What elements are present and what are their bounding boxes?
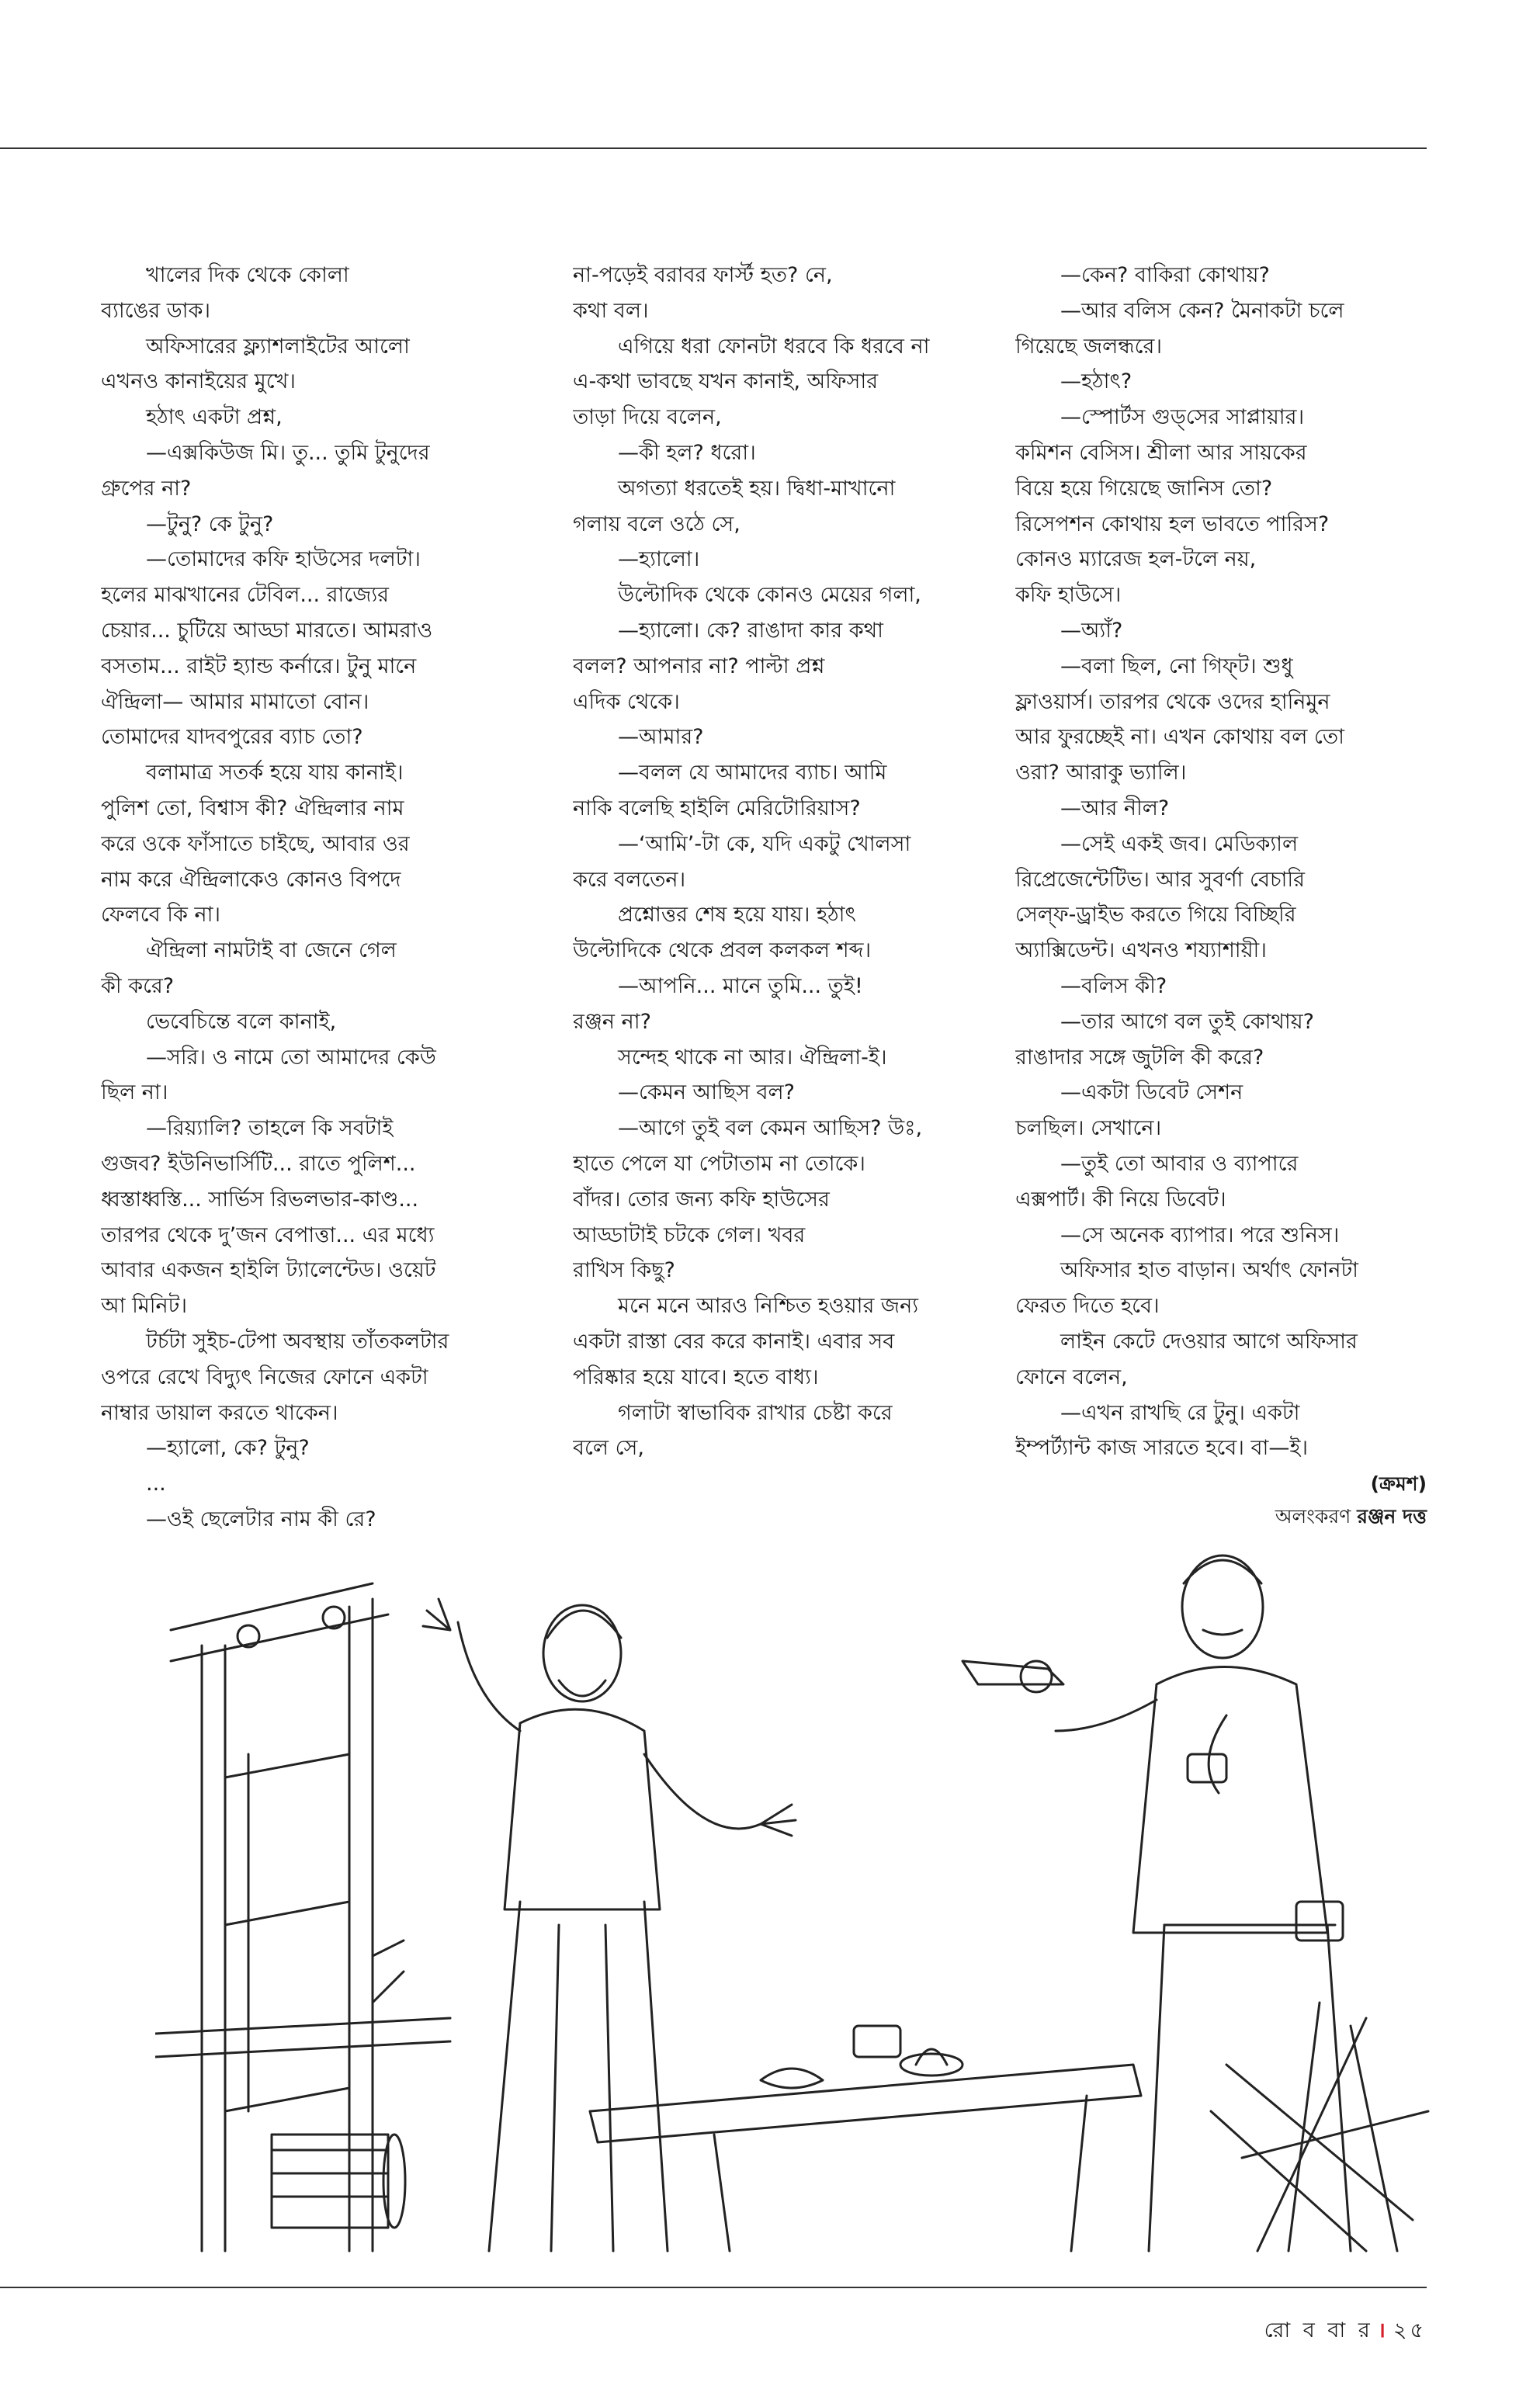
story-illustration	[155, 1521, 1436, 2266]
text-line: ভেবেচিন্তে বলে কানাই,	[146, 1009, 337, 1034]
text-line: গলাটা স্বাভাবিক রাখার চেষ্টা করে	[618, 1400, 893, 1425]
text-line: —হ্যালো। কে? রাঙাদা কার কথা	[618, 618, 883, 643]
text-line: গুজব? ইউনিভার্সিটি... রাতে পুলিশ...	[101, 1151, 416, 1176]
text-line: গলায় বলে ওঠে সে,	[573, 512, 741, 536]
text-line: করে ওকে ফাঁসাতে চাইছে, আবার ওর	[101, 831, 410, 856]
text-line: সন্দেহ থাকে না আর। ঐন্দ্রিলা-ই।	[618, 1045, 887, 1070]
text-line: তোমাদের যাদবপুরের ব্যাচ তো?	[101, 725, 363, 750]
page-footer	[1264, 2315, 1427, 2350]
text-line: কফি হাউসে।	[1015, 583, 1122, 608]
footer-separator: ।	[1377, 2318, 1389, 2343]
text-column-3	[1015, 258, 1419, 1466]
text-line: কী করে?	[101, 973, 175, 998]
text-line: —তোমাদের কফি হাউসের দলটা।	[146, 547, 421, 572]
text-line: ওপরে রেখে বিদ্যুৎ নিজের ফোনে একটা	[101, 1365, 428, 1389]
text-line: —রিয়্যালি? তাহলে কি সবটাই	[146, 1116, 394, 1141]
text-line: —আর নীল?	[1060, 796, 1170, 820]
credit-label: অলংকরণ	[1275, 1505, 1351, 1528]
text-line: —অ্যাঁ?	[1060, 618, 1123, 643]
text-line: রাঙাদার সঙ্গে জুটলি কী করে?	[1015, 1045, 1264, 1070]
text-line: বলে সে,	[573, 1436, 644, 1461]
text-line: ঐন্দ্রিলা নামটাই বা জেনে গেল	[146, 938, 397, 963]
text-line: আ মিনিট।	[101, 1294, 187, 1319]
continued-note: (ক্রমশ)	[1370, 1472, 1427, 1495]
text-line: কোনও ম্যারেজ হল-টলে নয়,	[1015, 547, 1257, 572]
text-line: গিয়েছে জলন্ধরে।	[1015, 334, 1162, 359]
page-number: ২৫	[1393, 2318, 1427, 2343]
text-line: চলছিল। সেখানে।	[1015, 1116, 1162, 1141]
text-line: আর ফুরচ্ছেই না। এখন কোথায় বল তো	[1015, 725, 1344, 750]
text-line: —আপনি... মানে তুমি... তুই!	[618, 973, 863, 998]
text-line: —সে অনেক ব্যাপার। পরে শুনিস।	[1060, 1223, 1340, 1247]
text-line: —স্পোর্টস গুড্‌সের সাপ্লায়ার।	[1060, 405, 1305, 430]
text-line: —কেন? বাকিরা কোথায়?	[1060, 263, 1270, 287]
text-line: এক্সপার্ট। কী নিয়ে ডিবেট।	[1015, 1187, 1226, 1212]
text-line: —সেই একই জব। মেডিক্যাল	[1060, 831, 1299, 856]
credit-artist: রঞ্জন দত্ত	[1357, 1505, 1427, 1528]
text-line: ছিল না।	[101, 1080, 168, 1105]
text-line: —এক্সকিউজ মি। তু... তুমি টুনুদের	[146, 440, 430, 465]
text-line: একটা রাস্তা বের করে কানাই। এবার সব	[573, 1329, 895, 1354]
text-line: —কেমন আছিস বল?	[618, 1080, 796, 1105]
text-line: এ-কথা ভাবছে যখন কানাই, অফিসার	[573, 369, 879, 394]
text-line: রিপ্রেজেন্টেটিভ। আর সুবর্ণা বেচারি	[1015, 867, 1305, 892]
text-line: বিয়ে হয়ে গিয়েছে জানিস তো?	[1015, 476, 1273, 501]
top-rule	[0, 147, 1427, 149]
text-line: —বলা ছিল, নো গিফ্‌ট। শুধু	[1060, 654, 1293, 678]
text-line: —টুনু? কে টুনু?	[146, 512, 274, 536]
text-line: বসতাম... রাইট হ্যান্ড কর্নারে। টুনু মানে	[101, 654, 417, 678]
man-figure-drawing	[423, 1599, 796, 2251]
handloom-drawing	[155, 1583, 450, 2251]
text-line: —‘আমি’-টা কে, যদি একটু খোলসা	[618, 831, 911, 856]
sticks-drawing	[1211, 2003, 1428, 2251]
text-line: তারপর থেকে দু’জন বেপাত্তা... এর মধ্যে	[101, 1223, 435, 1247]
text-line: —আগে তুই বল কেমন আছিস? উঃ,	[618, 1116, 923, 1141]
text-line: —একটা ডিবেট সেশন	[1060, 1080, 1243, 1105]
text-line: বাঁদর। তোর জন্য কফি হাউসের	[573, 1187, 830, 1212]
text-line: হলের মাঝখানের টেবিল... রাজ্যের	[101, 583, 390, 608]
text-line: সেল্‌ফ-ড্রাইভ করতে গিয়ে বিচ্ছিরি	[1015, 903, 1296, 928]
text-line: ইম্পর্ট্যান্ট কাজ সারতে হবে। বা—ই।	[1015, 1436, 1309, 1461]
text-line: অগত্যা ধরতেই হয়। দ্বিধা-মাখানো	[618, 476, 896, 501]
text-line: নাকি বলেছি হাইলি মেরিটোরিয়াস?	[573, 796, 861, 820]
text-line: ব্যাঙের ডাক।	[101, 298, 211, 323]
text-line: ফেলবে কি না।	[101, 903, 221, 928]
text-line: —হঠাৎ?	[1060, 369, 1132, 394]
text-line: —হ্যালো, কে? টুনু?	[146, 1436, 310, 1461]
text-line: ঐন্দ্রিলা— আমার মামাতো বোন।	[101, 689, 369, 714]
text-line: মনে মনে আরও নিশ্চিত হওয়ার জন্য	[618, 1294, 919, 1319]
text-line: রঞ্জন না?	[573, 1009, 651, 1034]
text-line: —বলিস কী?	[1060, 973, 1167, 998]
text-line: নাম করে ঐন্দ্রিলাকেও কোনও বিপদে	[101, 867, 401, 892]
text-line: টর্চটা সুইচ-টেপা অবস্থায় তাঁতকলটার	[146, 1329, 449, 1354]
text-line: এদিক থেকে।	[573, 689, 680, 714]
text-line: বলামাত্র সতর্ক হয়ে যায় কানাই।	[146, 761, 404, 786]
text-line: —সরি। ও নামে তো আমাদের কেউ	[146, 1045, 436, 1070]
text-line: ধ্বস্তাধ্বস্তি... সার্ভিস রিভলভার-কাণ্ড...	[101, 1187, 419, 1212]
text-line: ফোনে বলেন,	[1015, 1365, 1128, 1389]
text-line: —ওই ছেলেটার নাম কী রে?	[146, 1507, 376, 1531]
text-line: —এখন রাখছি রে টুনু। একটা	[1060, 1400, 1300, 1425]
text-line: করে বলতেন।	[573, 867, 686, 892]
text-line: কমিশন বেসিস। শ্রীলা আর সায়কের	[1015, 440, 1307, 465]
text-line: লাইন কেটে দেওয়ার আগে অফিসার	[1060, 1329, 1358, 1354]
text-line: ...	[146, 1472, 166, 1496]
text-line: কথা বল।	[573, 298, 649, 323]
text-line: প্রশ্নোত্তর শেষ হয়ে যায়। হঠাৎ	[618, 903, 856, 928]
text-line: ওরা? আরাকু ভ্যালি।	[1015, 761, 1187, 786]
text-line: চেয়ার... চুটিয়ে আড্ডা মারতে। আমরাও	[101, 618, 433, 643]
text-line: আবার একজন হাইলি ট্যালেন্টেড। ওয়েট	[101, 1258, 436, 1283]
text-line: নাম্বার ডায়াল করতে থাকেন।	[101, 1400, 338, 1425]
text-line: —বলল যে আমাদের ব্যাচ। আমি	[618, 761, 887, 786]
text-line: —কী হল? ধরো।	[618, 440, 756, 465]
text-line: পরিষ্কার হয়ে যাবে। হতে বাধ্য।	[573, 1365, 819, 1389]
text-line: খালের দিক থেকে কোলা	[146, 263, 349, 287]
text-column-1	[101, 258, 505, 1538]
text-line: উল্টোদিক থেকে কোনও মেয়ের গলা,	[618, 583, 921, 608]
text-line: ফেরত দিতে হবে।	[1015, 1294, 1160, 1319]
text-line: রিসেপশন কোথায় হল ভাবতে পারিস?	[1015, 512, 1330, 536]
text-line: —হ্যালো।	[618, 547, 700, 572]
text-line: রাখিস কিছু?	[573, 1258, 675, 1283]
text-line: পুলিশ তো, বিশ্বাস কী? ঐন্দ্রিলার নাম	[101, 796, 404, 820]
text-line: —আমার?	[618, 725, 704, 750]
police-officer-drawing	[962, 1555, 1351, 2251]
text-line: আড্ডাটাই চটকে গেল। খবর	[573, 1223, 806, 1247]
text-column-2	[573, 258, 976, 1466]
text-line: হাতে পেলে যা পেটাতাম না তোকে।	[573, 1151, 865, 1176]
text-line: বলল? আপনার না? পাল্টা প্রশ্ন	[573, 654, 825, 678]
text-line: অ্যাক্সিডেন্ট। এখনও শয্যাশায়ী।	[1015, 938, 1267, 963]
text-line: না-পড়েই বরাবর ফার্স্ট হত? নে,	[573, 263, 833, 287]
text-line: এগিয়ে ধরা ফোনটা ধরবে কি ধরবে না	[618, 334, 930, 359]
text-line: অফিসারের ফ্ল্যাশলাইটের আলো	[146, 334, 410, 359]
text-line: অফিসার হাত বাড়ান। অর্থাৎ ফোনটা	[1060, 1258, 1358, 1283]
magazine-name: রো ব বা র	[1264, 2318, 1373, 2343]
table-drawing	[590, 2026, 1141, 2251]
text-line: তাড়া দিয়ে বলেন,	[573, 405, 722, 430]
text-line: —তার আগে বল তুই কোথায়?	[1060, 1009, 1314, 1034]
text-line: গ্রুপের না?	[101, 476, 192, 501]
text-line: —তুই তো আবার ও ব্যাপারে	[1060, 1151, 1299, 1176]
text-line: ফ্লাওয়ার্স। তারপর থেকে ওদের হানিমুন	[1015, 689, 1330, 714]
bottom-rule	[0, 2287, 1427, 2288]
text-line: এখনও কানাইয়ের মুখে।	[101, 369, 296, 394]
text-line: —আর বলিস কেন? মৈনাকটা চলে	[1060, 298, 1344, 323]
text-line: হঠাৎ একটা প্রশ্ন,	[146, 405, 283, 430]
text-line: উল্টোদিকে থেকে প্রবল কলকল শব্দ।	[573, 938, 872, 963]
